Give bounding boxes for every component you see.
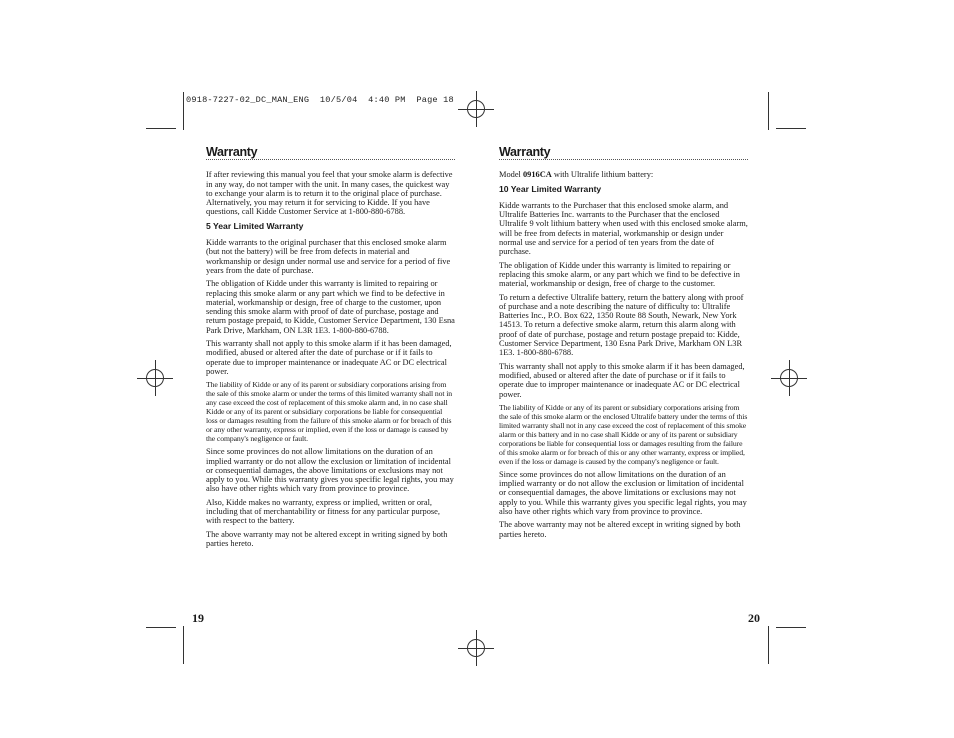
crop-mark: [776, 128, 806, 129]
left-subheading: 5 Year Limited Warranty: [206, 220, 304, 231]
right-paragraph-3: To return a defective Ultralife battery, return the battery along with proof of purchase and a note describing the nature of difficulty to: Ultralife Batteries Inc., P.O. Box 622, 1350 Route 88 South, Newark, New York 14513. To return a defective smoke alarm, return this alarm along with proof of date of purchase, postage and return postage prepaid to: Kidde, Customer Service Department, 130 Esna Park Drive, Markham ON L3R 1E3. 1-800-880-6788.: [499, 292, 744, 358]
print-slug: 0918-7227-02_DC_MAN_ENG 10/5/04 4:40 PM Page 18: [186, 95, 454, 105]
right-page-heading: Warranty: [499, 148, 748, 160]
crop-mark: [183, 92, 184, 130]
crop-mark: [146, 128, 176, 129]
left-paragraph-3: This warranty shall not apply to this smoke alarm if it has been damaged, modified, abused or altered after the date of purchase or if it fails to operate due to improper maintenance or inadequate AC or DC electrical power.: [206, 339, 452, 376]
crop-mark: [776, 627, 806, 628]
right-paragraph-4: This warranty shall not apply to this smoke alarm if it has been damaged, modified, abused or altered after the date of purchase or if it fails to operate due to improper maintenance or inadequate AC or DC electrical power.: [499, 361, 745, 399]
left-intro-paragraph: If after reviewing this manual you feel that your smoke alarm is defective in any way, do not tamper with the unit. In many cases, the quickest way to exchange your alarm is to return it to the original place of purchase. Alternatively, you may return it for servicing to Kidde. If you have questions, call Kidde Customer Service at 1-800-880-6788.: [206, 170, 453, 217]
left-paragraph-5: Since some provinces do not allow limitations on the duration of an implied warranty or do not allow the exclusion or limitation of incidental or consequential damages, the above limitations or exclusions may not apply to you. While this warranty gives you specific legal rights, you may also have other rights which vary from province to province.: [206, 447, 454, 494]
left-paragraph-4: The liability of Kidde or any of its parent or subsidiary corporations arising from the sale of this smoke alarm or under the terms of this limited warranty shall not in any case exceed the cost of replacement of this smoke alarm and, in no case shall Kidde or any of its parent or subsidiary corporations be liable for consequential loss or damages resulting from the failure of this smoke alarm or for breach of this or any other warranty, express or implied, even if the loss or damage is caused by the company's negligence or fault.: [206, 380, 452, 444]
left-paragraph-6: Also, Kidde makes no warranty, express or implied, written or oral, including that of merchantability or fitness for any particular purpose, with respect to the battery.: [206, 497, 440, 526]
left-page-heading: Warranty: [206, 148, 455, 160]
left-paragraph-2: The obligation of Kidde under this warranty is limited to repairing or replacing this smoke alarm or any part which we find to be defective in material, workmanship or design, free of charge to the customer, upon sending this smoke alarm with proof of date of purchase, postage and return postage prepaid, to Kidde, Customer Service Department, 130 Esna Park Drive, Markham, ON L3R 1E3. 1-800-880-6788.: [206, 279, 455, 335]
right-paragraph-1: Kidde warrants to the Purchaser that this enclosed smoke alarm, and Ultralife Batteries Inc. warrants to the Purchaser that the enclosed Ultralife 9 volt lithium battery when used with this enclosed smoke alarm, will be free from defects in material, workmanship or design under normal use and service for a period of ten years from the date of purchase.: [499, 200, 748, 257]
right-paragraph-2: The obligation of Kidde under this warranty is limited to repairing or replacing this smoke alarm, or any part which we find to be defective in material, workmanship or design, free of charge to the customer.: [499, 260, 740, 289]
crop-mark: [768, 92, 769, 130]
left-paragraph-7: The above warranty may not be altered except in writing signed by both parties hereto.: [206, 529, 448, 548]
left-page-column: [206, 145, 455, 552]
right-subheading: 10 Year Limited Warranty: [499, 183, 602, 194]
registration-mark-bottom: [467, 639, 485, 657]
right-page-column: [499, 145, 748, 543]
right-paragraph-7: The above warranty may not be altered except in writing signed by both parties hereto.: [499, 520, 741, 539]
right-paragraph-5: The liability of Kidde or any of its parent or subsidiary corporations arising from the sale of this smoke alarm or the enclosed Ultralife battery under the terms of this limited warranty shall not in any case exceed the cost of replacement of this smoke alarm or this battery and in no case shall Kidde or any of its parent or subsidiary corporations be liable for consequential loss or damages resulting from the failure of this smoke alarm or for breach of this or any other warranty, express or implied, even if the loss or damage is caused by the company's negligence or fault.: [499, 402, 748, 466]
left-page-number: 19: [192, 611, 204, 625]
left-paragraph-1: Kidde warrants to the original purchaser that this enclosed smoke alarm (but not the battery) will be free from defects in material and workmanship or design under normal use and service for a period of five years from the date of purchase.: [206, 238, 451, 275]
crop-mark: [768, 626, 769, 664]
crop-mark: [183, 626, 184, 664]
right-paragraph-6: Since some provinces do not allow limitations on the duration of an implied warranty or do not allow the exclusion or limitation of incidental or consequential damages, the above limitations or exclusions may not apply to you. While this warranty gives you specific legal rights, you may also have other rights which vary from province to province.: [499, 469, 747, 517]
registration-mark-top: [467, 100, 485, 118]
crop-mark: [146, 627, 176, 628]
model-suffix: with Ultralife lithium battery:: [551, 170, 654, 180]
right-page-number: 20: [748, 611, 760, 625]
model-prefix: Model: [499, 170, 523, 180]
model-number: 0916CA: [522, 170, 552, 180]
registration-mark-left: [146, 369, 164, 387]
registration-mark-right: [780, 369, 798, 387]
right-model-line: [499, 170, 748, 179]
